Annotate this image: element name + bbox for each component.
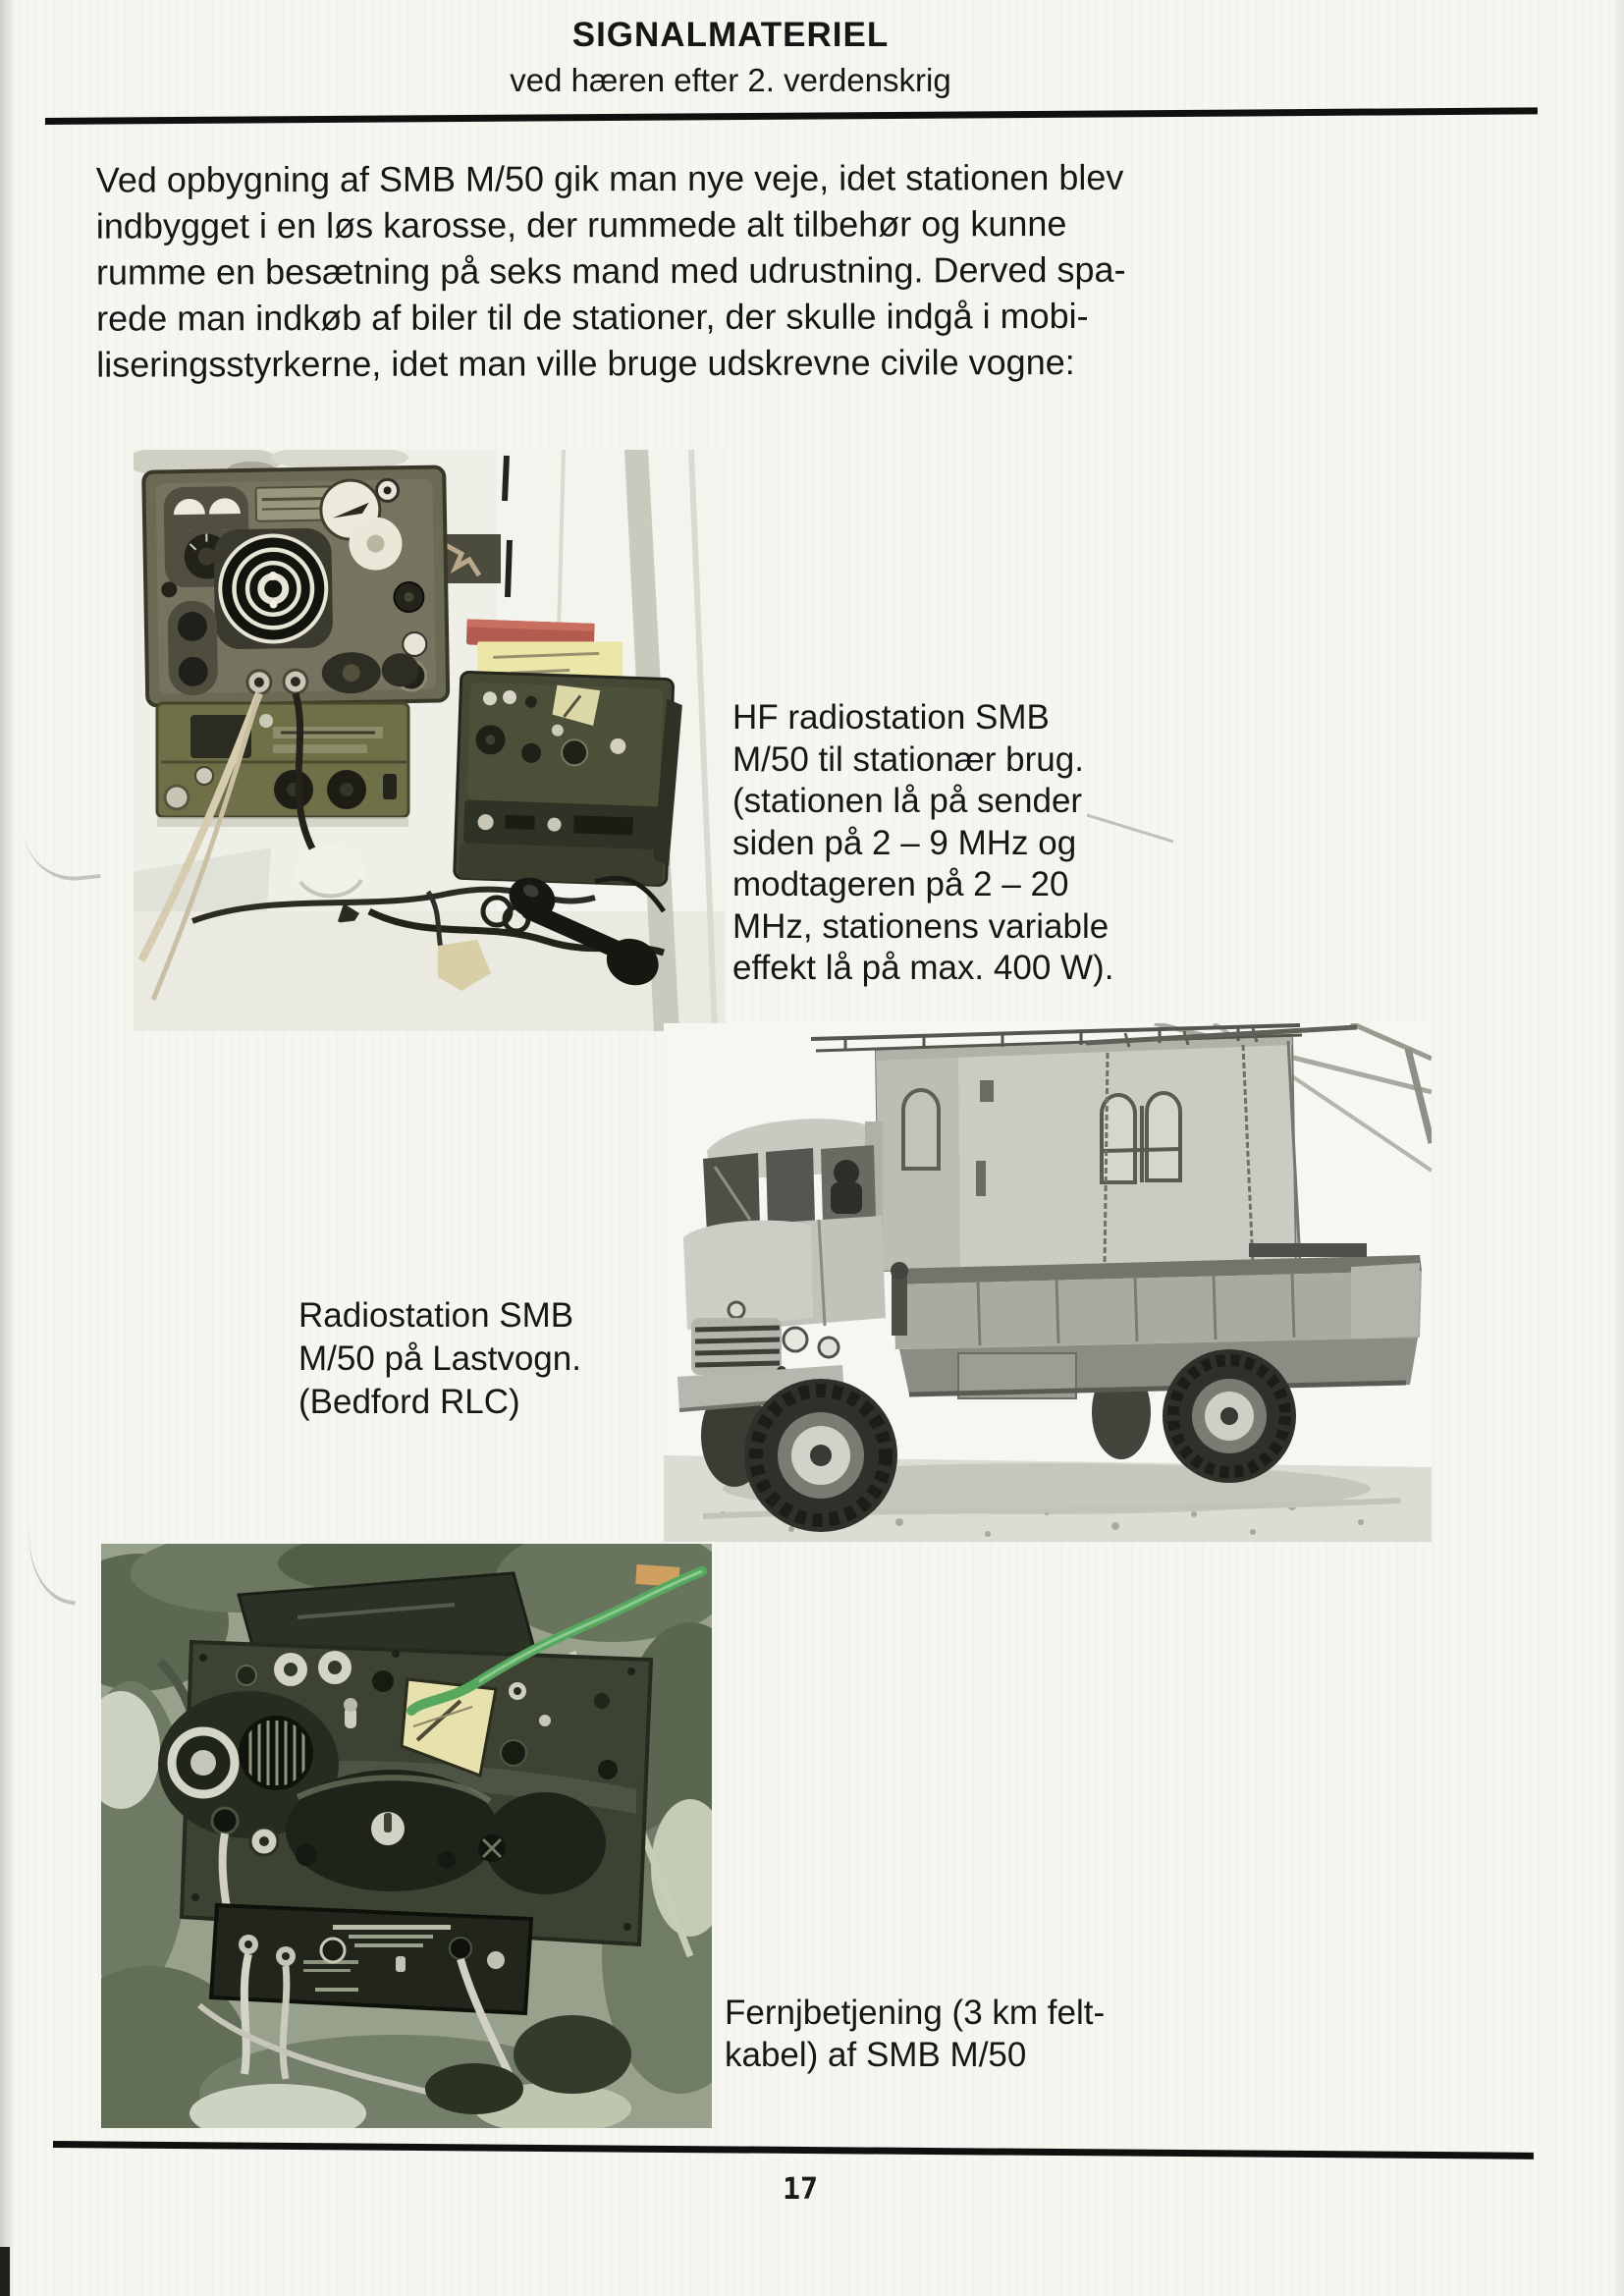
photo-truck (664, 1023, 1432, 1542)
paragraph-line: indbygget i en løs karosse, der rummede alt tilbehør og kunne (95, 203, 1067, 246)
page-curl-mark (23, 823, 100, 885)
caption-radio-station (732, 697, 1223, 990)
caption-remote-control (725, 1992, 1255, 2076)
caption-line: Radiostation SMB (298, 1296, 574, 1335)
radio-front-panel (158, 1642, 651, 1944)
truck-box-body (811, 1025, 1357, 1271)
header-divider-rule (45, 107, 1538, 125)
scan-edge-streak-right (1612, 0, 1624, 2296)
footer-divider-rule (53, 2141, 1534, 2159)
photo-remote-control (101, 1544, 712, 2128)
paragraph-line: liseringsstyrkerne, idet man ville bruge udskrevne civile vogne: (96, 341, 1075, 385)
transmitter-unit (143, 466, 448, 705)
caption-line: M/50 på Lastvogn. (298, 1339, 581, 1378)
side-window (1147, 1093, 1180, 1180)
scan-edge-streak (0, 0, 18, 2296)
page-title: SIGNALMATERIEL (571, 16, 890, 54)
truck-wheel-rear (1163, 1349, 1296, 1483)
truck-wheel-front (744, 1379, 897, 1532)
truck-illustration (664, 1023, 1432, 1542)
radio-station-illustration (134, 450, 725, 1031)
page-subtitle: ved hæren efter 2. verdenskrig (510, 62, 951, 98)
caption-line: (stationen lå på sender (732, 782, 1083, 820)
scan-corner-mark (0, 2247, 10, 2296)
caption-line: kabel) af SMB M/50 (725, 2036, 1027, 2074)
photo-radio-station (134, 450, 725, 1031)
page-curl-mark (17, 1515, 88, 1605)
power-unit (157, 703, 408, 827)
caption-line: M/50 til stationær brug. (732, 739, 1084, 779)
headlight (784, 1328, 807, 1351)
caption-line: Fernjbetjening (3 km felt- (725, 1994, 1106, 2032)
paragraph-line: Ved opbygning af SMB M/50 gik man nye veje, idet stationen blev (95, 156, 1124, 200)
paragraph-line: rede man indkøb af biler til de stationer, der skulle indgå i mobi- (96, 295, 1089, 339)
body-paragraph (96, 153, 1295, 387)
driver (834, 1160, 859, 1185)
caption-line: MHz, stationens variable (732, 906, 1110, 946)
headlight (819, 1338, 839, 1357)
front-window (903, 1090, 939, 1169)
caption-line: (Bedford RLC) (298, 1383, 520, 1421)
caption-truck (298, 1294, 672, 1424)
remote-control-illustration (101, 1544, 712, 2128)
caption-line: modtageren på 2 – 20 (732, 865, 1069, 903)
caption-line: effekt lå på max. 400 W). (732, 949, 1114, 987)
panel-text-line (333, 1925, 451, 1930)
page-number: 17 (782, 2172, 819, 2207)
caption-line: HF radiostation SMB (732, 698, 1050, 737)
page-header (0, 14, 1461, 101)
paragraph-line: rumme en besætning på seks mand med udrustning. Derved spa- (95, 248, 1126, 293)
caption-line: siden på 2 – 9 MHz og (732, 823, 1077, 862)
